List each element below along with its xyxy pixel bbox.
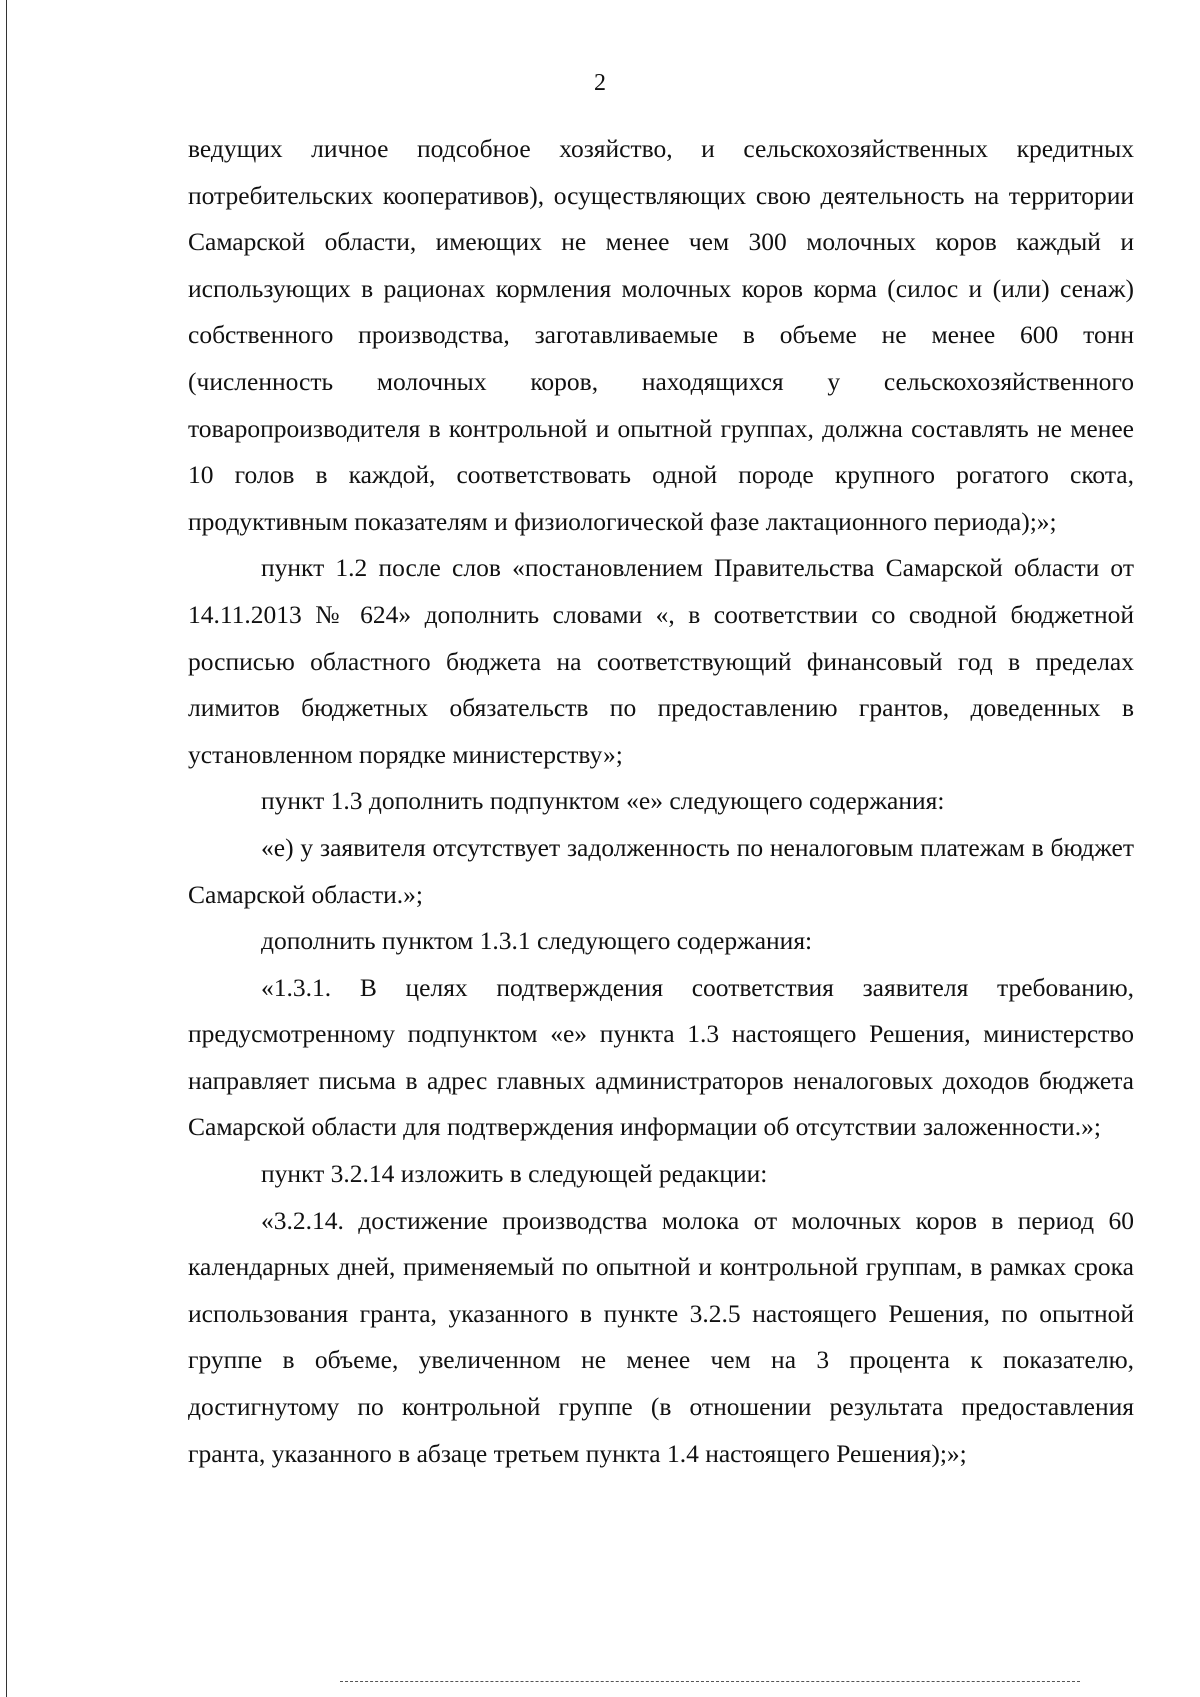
page-number: 2	[594, 70, 606, 96]
paragraph-add-1-3-1: дополнить пунктом 1.3.1 следующего содержания:	[261, 926, 813, 956]
paragraph-item-1-3-1-text: «1.3.1. В целях подтверждения соответствия заявителя требованию, предусмотренному подпунктом «е» пункта 1.3 настоящего Решения, министерство направляет письма в адрес главных администраторов неналоговых доходов бюджета Самарской области для подтверждения информации об отсутствии заложенности.»;	[188, 972, 1134, 1142]
paragraph-continuation: ведущих личное подсобное хозяйство, и сельскохозяйственных кредитных потребительских кооперативов), осуществляющих свою деятельность на территории Самарской области, имеющих не менее чем 300 молочных коров каждый и использующих в рационах кормления молочных коров корма (силос и (или) сенаж) собственного производства, заготавливаемые в объеме не менее 600 тонн (численность молочных коров, находящихся у сельскохозяйственного товаропроизводителя в контрольной и опытной группах, должна составлять не менее 10 голов в каждой, соответствовать одной породе крупного рогатого скота, продуктивным показателям и физиологической фазе лактационного периода);»;	[188, 134, 1134, 536]
page-left-edge	[6, 0, 7, 1697]
paragraph-item-1-3: пункт 1.3 дополнить подпунктом «е» следующего содержания:	[261, 786, 945, 816]
paragraph-subitem-e: «е) у заявителя отсутствует задолженность по неналоговым платежам в бюджет Самарской области.»;	[188, 832, 1134, 909]
paragraph-item-3-2-14-text: «3.2.14. достижение производства молока от молочных коров в период 60 календарных дней, применяемый по опытной и контрольной группам, в рамках срока использования гранта, указанного в пункте 3.2.5 настоящего Решения, по опытной группе в объеме, увеличенном не менее чем на 3 процента к показателю, достигнутому по контрольной группе (в отношении результата предоставления гранта, указанного в абзаце третьем пункта 1.4 настоящего Решения);»;	[188, 1205, 1134, 1468]
document-body	[188, 126, 1134, 1477]
bottom-divider-line	[340, 1681, 1080, 1682]
paragraph-item-3-2-14: пункт 3.2.14 изложить в следующей редакции:	[261, 1159, 768, 1189]
paragraph-item-1-2: пункт 1.2 после слов «постановлением Правительства Самарской области от 14.11.2013 № 624» дополнить словами «, в соответствии со сводной бюджетной росписью областного бюджета на соответствующий финансовый год в пределах лимитов бюджетных обязательств по предоставлению грантов, доведенных в установленном порядке министерству»;	[188, 553, 1134, 769]
